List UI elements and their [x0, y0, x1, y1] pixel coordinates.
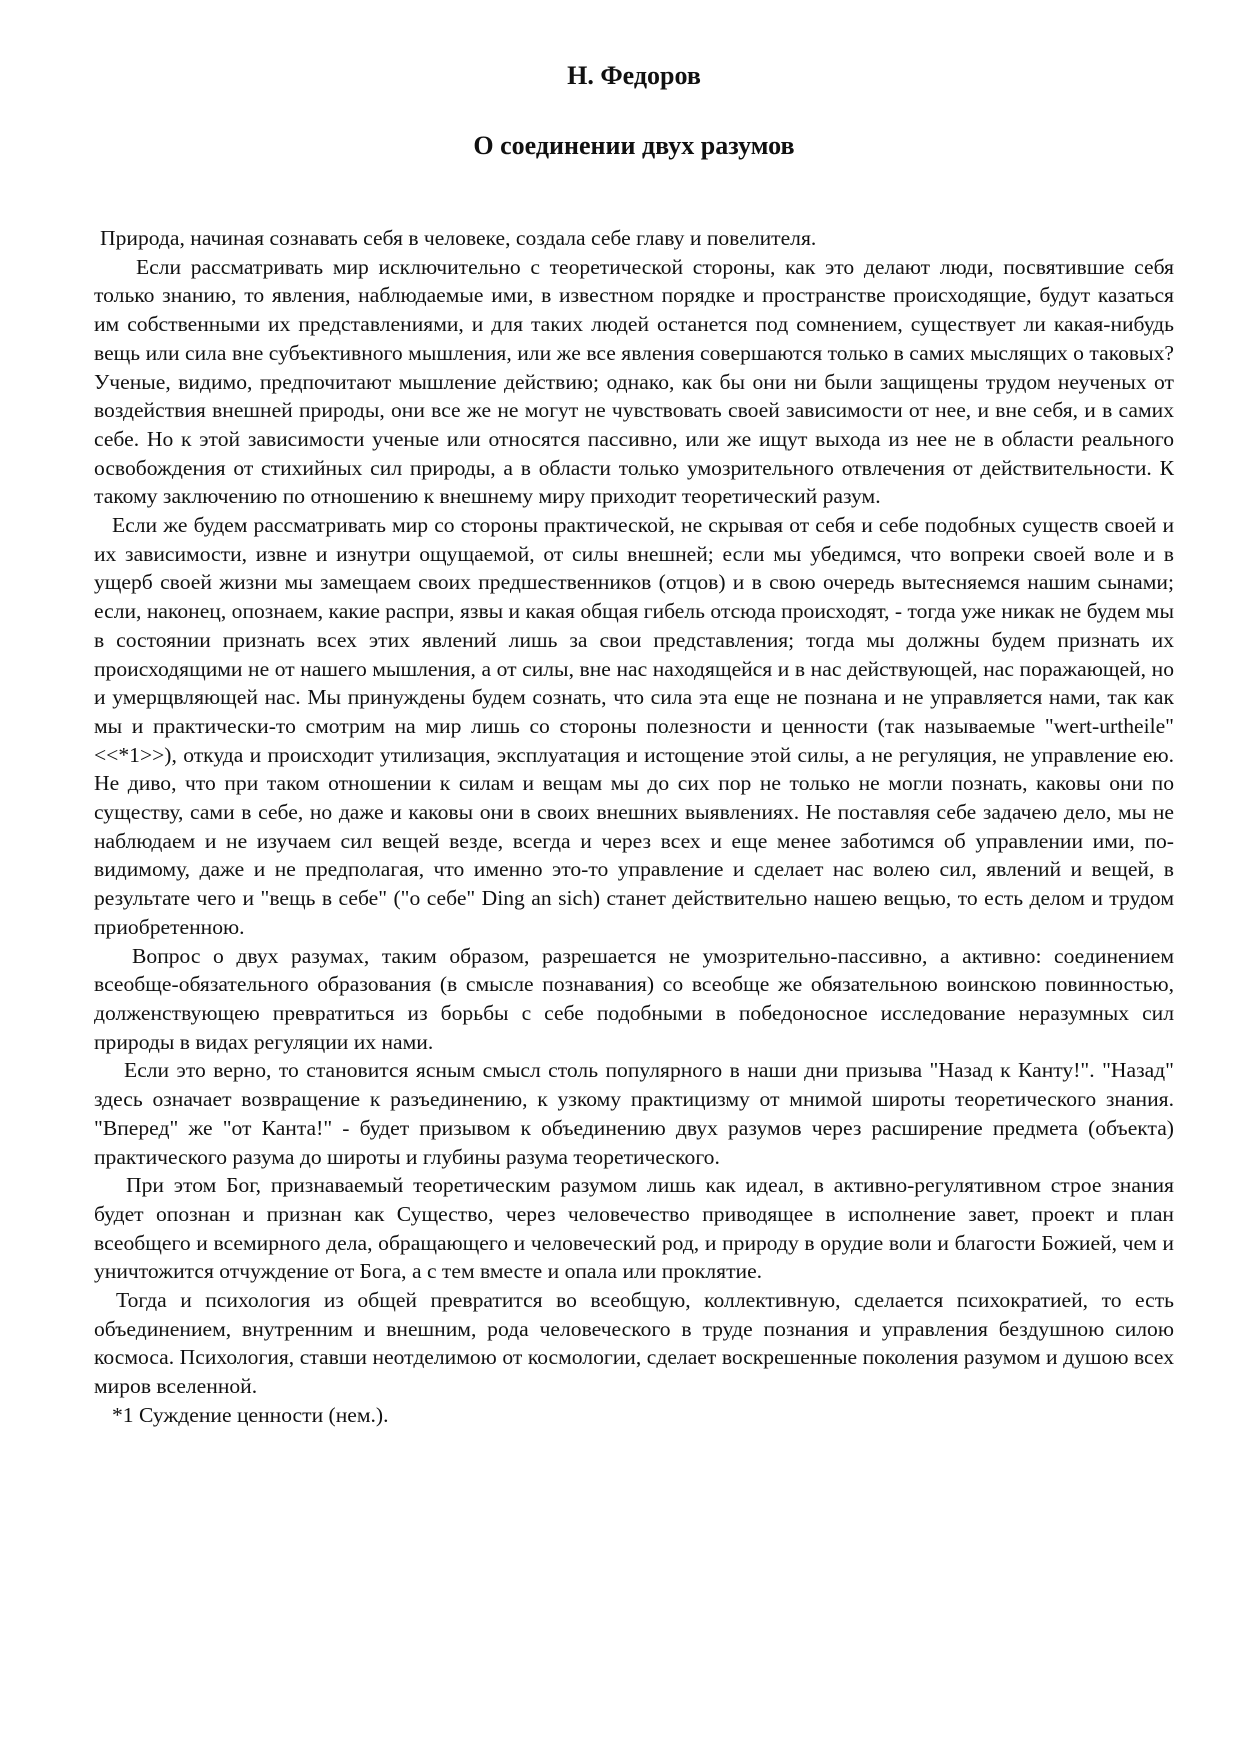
- document-title: О соединении двух разумов: [473, 131, 795, 160]
- paragraph: При этом Бог, признаваемый теоретическим разумом лишь как идеал, в активно-регулятивном строе знания будет опознан и признан как Существо, через человечество приводящее в исполнение завет, проект и план всеобщего и всемирного дела, обращающего и человеческий род, и природу в орудие воли и благости Божией, чем и уничтожится отчуждение от Бога, а с тем вместе и опала или проклятие.: [94, 1173, 1174, 1284]
- paragraph: Если же будем рассматривать мир со стороны практической, не скрывая от себя и себе подобных существ своей и их зависимости, извне и изнутри ощущаемой, от силы внешней; если мы убедимся, что вопреки своей воле и в ущерб своей жизни мы замещаем своих предшественников (отцов) и в свою очередь вытесняемся нашим сынами; если, наконец, опознаем, какие распри, язвы и какая общая гибель отсюда происходят, - тогда уже никак не будем мы в состоянии признать всех этих явлений лишь за свои представления; тогда мы должны будем признать их происходящими не от нашего мышления, а от силы, вне нас находящейся и в нас действующей, нас поражающей, но и умерщвляющей нас. Мы принуждены будем сознать, что сила эта еще не познана и не управляется нами, так как мы и практически-то смотрим на мир лишь со стороны полезности и ценности (так называемые "wert-urtheile" <<*1>>), откуда и происходит утилизация, эксплуатация и истощение этой силы, а не регуляция, не управление ею. Не диво, что при таком отношении к силам и вещам мы до сих пор не только не могли познать, каковы они по существу, сами в себе, но даже и каковы они в своих внешних выявлениях. Не поставляя себе задачею дело, мы не наблюдаем и не изучаем сил вещей везде, всегда и через всех и еще менее заботимся об управлении ими, по-видимому, даже и не предполагая, что именно это-то управление и сделает нас волею сил, явлений и вещей, в результате чего и "вещь в себе" ("о себе" Ding an sich) станет действительно нашею вещью, то есть делом и трудом приобретенною.: [94, 513, 1174, 939]
- document-page: [94, 58, 1174, 1430]
- paragraph: Если рассматривать мир исключительно с теоретической стороны, как это делают люди, посвятившие себя только знанию, то явления, наблюдаемые ими, в известном порядке и пространстве происходящие, будут казаться им собственными их представлениями, и для таких людей останется под сомнением, существует ли какая-нибудь вещь или сила вне субъективного мышления, или же все явления совершаются только в самих мыслящих о таковых? Ученые, видимо, предпочитают мышление действию; однако, как бы они ни были защищены трудом неученых от воздействия внешней природы, они все же не могут не чувствовать своей зависимости от нее, и вне себя, и в самих себе. Но к этой зависимости ученые или относятся пассивно, или же ищут выхода из нее не в области реального освобождения от стихийных сил природы, а в области только умозрительного отвлечения от действительности. К такому заключению по отношению к внешнему миру приходит теоретический разум.: [94, 254, 1174, 509]
- paragraph: Природа, начиная сознавать себя в человеке, создала себе главу и повелителя.: [100, 226, 817, 250]
- footnote: *1 Суждение ценности (нем.).: [112, 1402, 389, 1427]
- document-body: [94, 224, 1174, 1430]
- paragraph: Если это верно, то становится ясным смысл столь популярного в наши дни призыва "Назад к Канту!". "Назад" здесь означает возвращение к разъединению, к узкому практицизму от мнимой широты теоретического знания. "Вперед" же "от Канта!" - будет призывом к объединению двух разумов через расширение предмета (объекта) практического разума до широты и глубины разума теоретического.: [94, 1058, 1174, 1169]
- paragraph: Тогда и психология из общей превратится во всеобщую, коллективную, сделается психократией, то есть объединением, внутренним и внешним, рода человеческого в труде познания и управления бездушною силою космоса. Психология, ставши неотделимою от космологии, сделает воскрешенные поколения разумом и душою всех миров вселенной.: [94, 1288, 1174, 1399]
- paragraph: Вопрос о двух разумах, таким образом, разрешается не умозрительно-пассивно, а активно: соединением всеобще-обязательного образования (в смысле познавания) со всеобще же обязательною воинскою повинностью, долженствующею превратиться из борьбы с себе подобными в победоносное исследование неразумных сил природы в видах регуляции их нами.: [94, 943, 1174, 1054]
- author-name: Н. Федоров: [567, 61, 701, 90]
